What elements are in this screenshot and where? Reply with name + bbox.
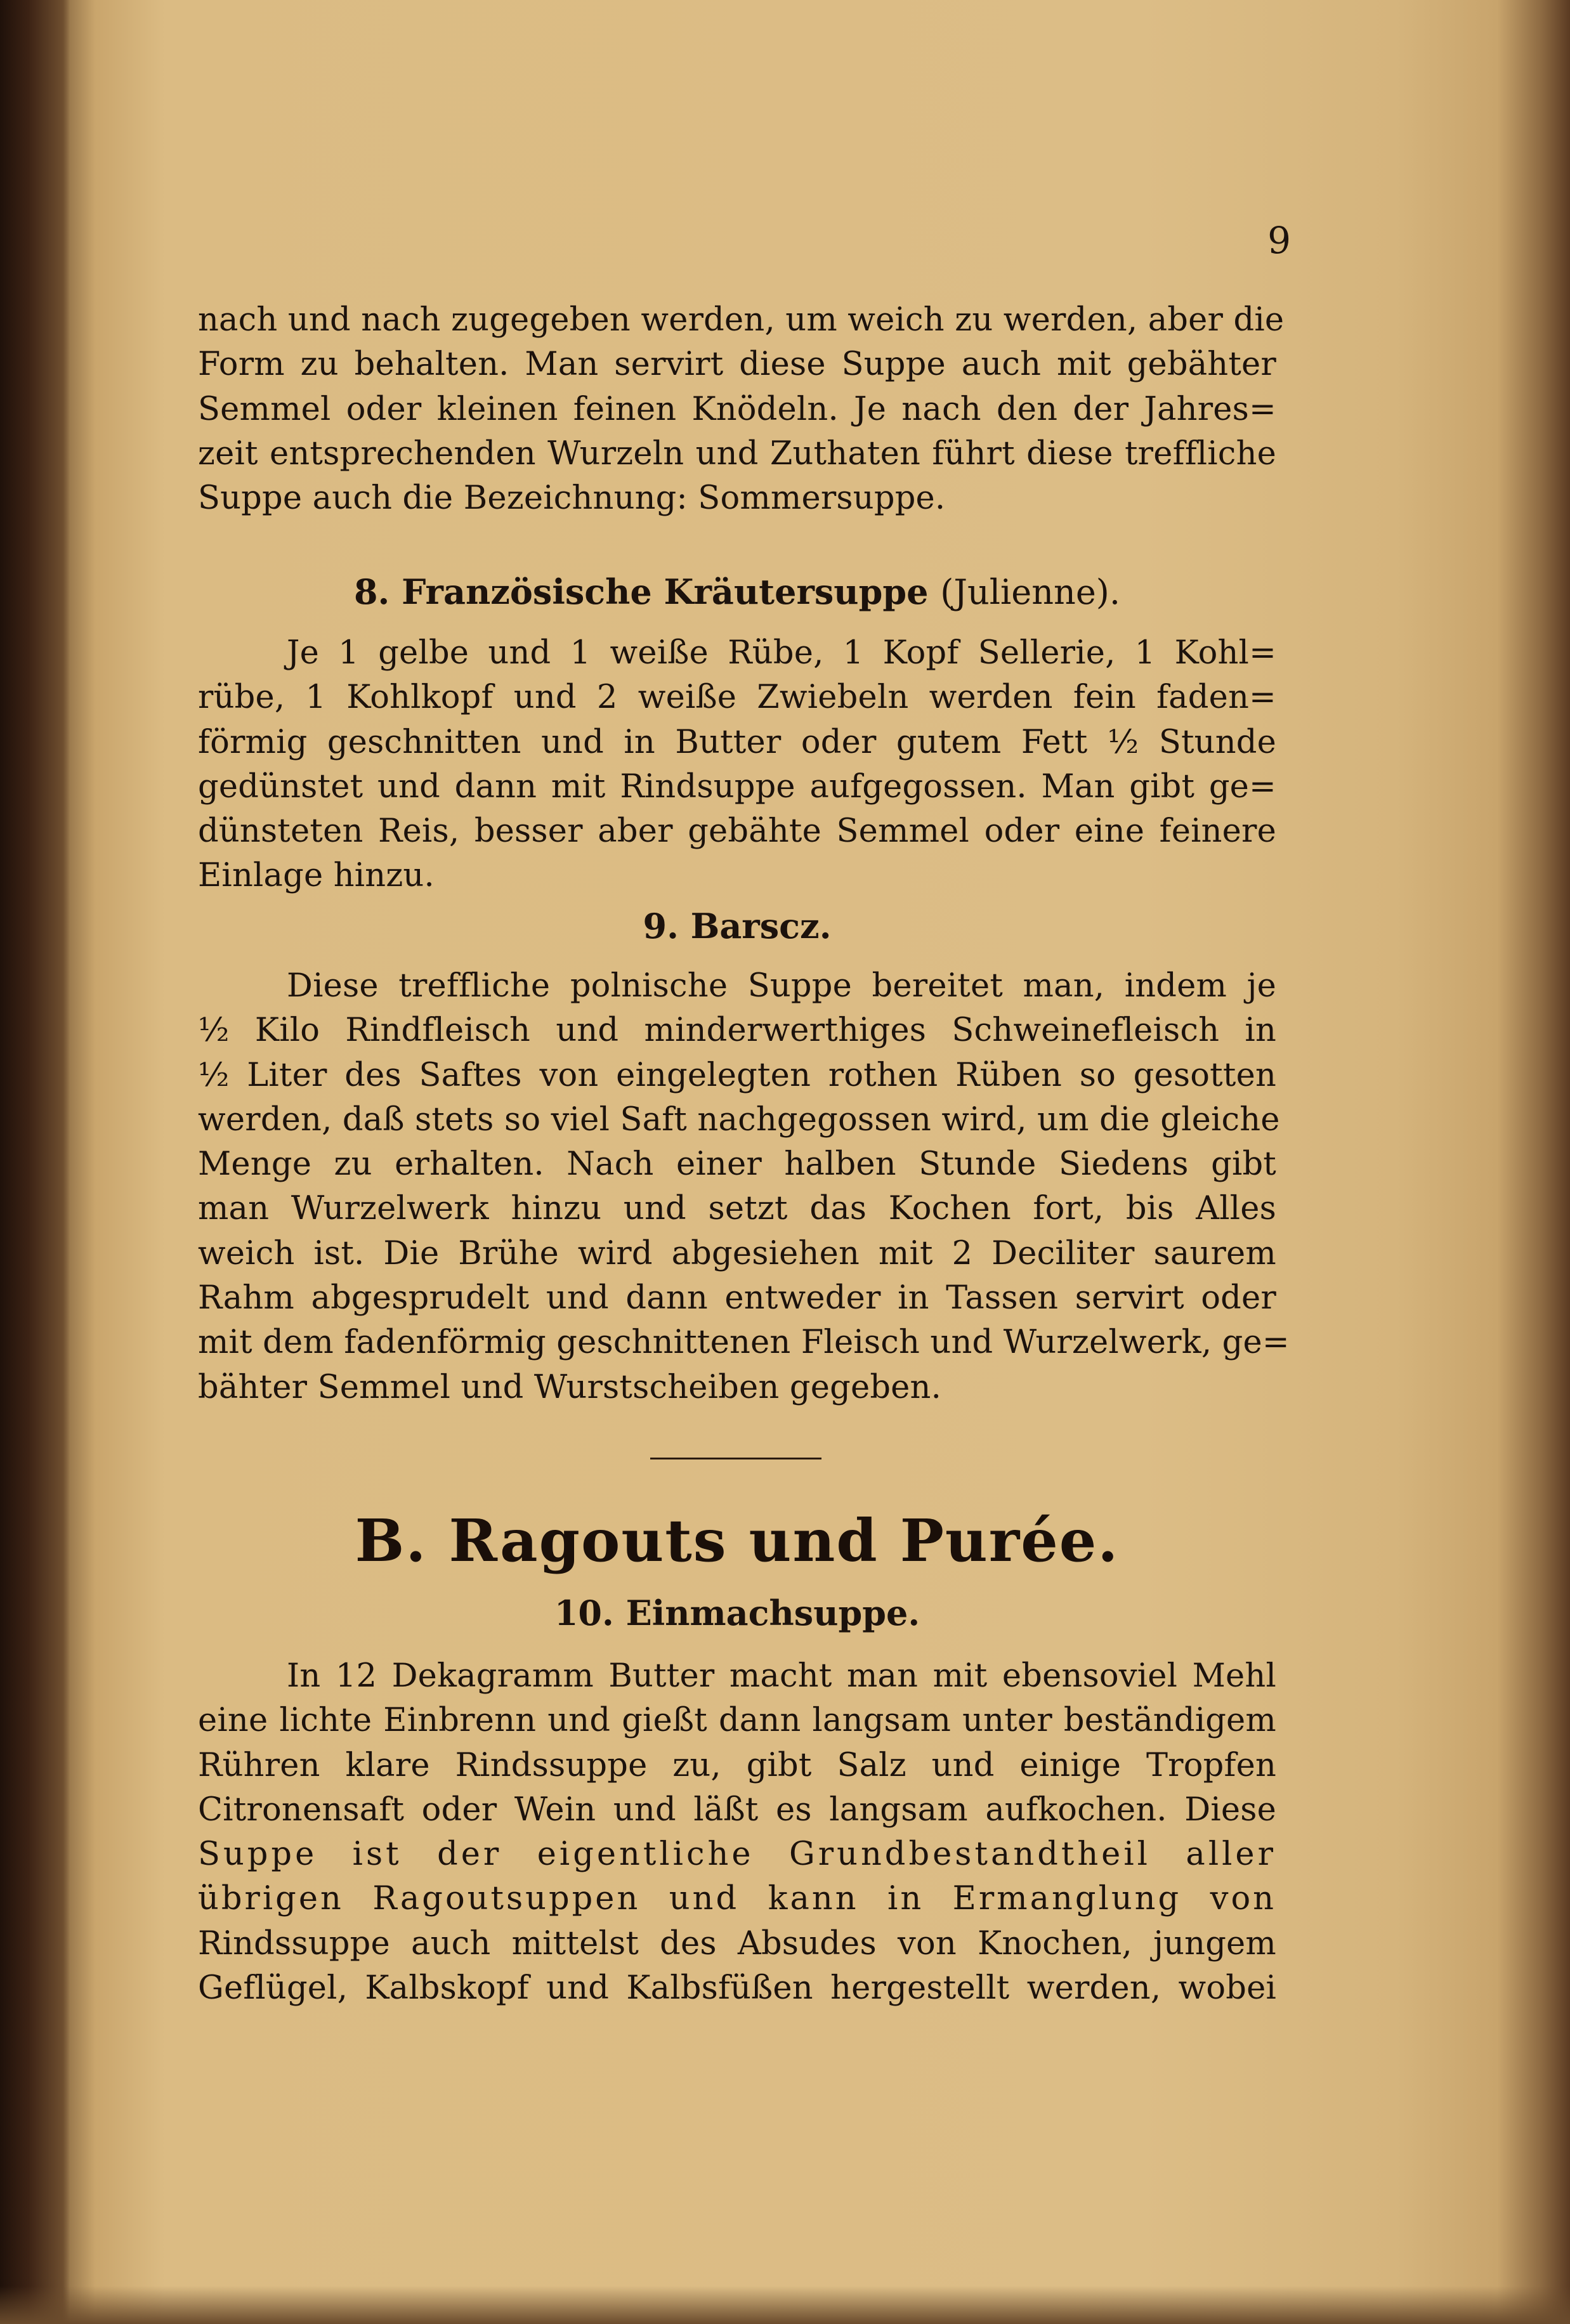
text-line: zeit entsprechenden Wurzeln und Zuthaten führt diese treffliche: [198, 434, 1276, 473]
text-line: übrigen Ragoutsuppen und kann in Ermanglung von: [198, 1880, 1276, 1918]
page-bottom-edge: [0, 2286, 1570, 2324]
text-line: Rindssuppe auch mittelst des Absudes von Knochen, jungem: [198, 1924, 1276, 1962]
section-divider: [650, 1458, 821, 1459]
text-line: mit dem fadenförmig geschnittenen Fleisch und Wurzelwerk, ge=: [198, 1324, 1290, 1362]
recipe-10-heading: [198, 1589, 1276, 1637]
recipe-8-subtitle: (Julienne).: [940, 572, 1121, 612]
text-line: werden, daß stets so viel Saft nachgegossen wird, um die gleiche: [198, 1100, 1280, 1139]
text-line: In 12 Dekagramm Butter macht man mit ebensoviel Mehl: [287, 1657, 1276, 1695]
text-line: nach und nach zugegeben werden, um weich zu werden, aber die: [198, 301, 1285, 339]
paragraph-continuation: [198, 298, 1285, 521]
recipe-10-title: 10. Einmachsuppe.: [554, 1593, 920, 1633]
recipe-8-title: 8. Französische Kräutersuppe: [353, 571, 929, 612]
text-line: Rühren klare Rindssuppe zu, gibt Salz und einige Tropfen: [198, 1746, 1276, 1784]
text-line: man Wurzelwerk hinzu und setzt das Kochen fort, bis Alles: [198, 1190, 1276, 1228]
text-line: Suppe auch die Bezeichnung: Sommersuppe.: [198, 480, 946, 518]
text-line: Citronensaft oder Wein und läßt es langsam aufkochen. Diese: [198, 1791, 1276, 1829]
text-line: bähter Semmel und Wurstscheiben gegeben.: [198, 1368, 942, 1406]
recipe-9-title: 9. Barscz.: [643, 906, 832, 946]
text-line: Form zu behalten. Man servirt diese Suppe auch mit gebähter: [198, 346, 1276, 384]
text-line: Geflügel, Kalbskopf und Kalbsfüßen hergestellt werden, wobei: [198, 1969, 1276, 2007]
text-line: rübe, 1 Kohlkopf und 2 weiße Zwiebeln werden fein faden=: [198, 679, 1276, 717]
text-line: förmig geschnitten und in Butter oder gutem Fett ½ Stunde: [198, 723, 1276, 761]
recipe-9-body: [198, 964, 1290, 1410]
text-line: Je 1 gelbe und 1 weiße Rübe, 1 Kopf Sellerie, 1 Kohl=: [287, 634, 1276, 672]
text-line: Suppe ist der eigentliche Grundbestandtheil aller: [198, 1836, 1276, 1874]
text-line: gedünstet und dann mit Rindsuppe aufgegossen. Man gibt ge=: [198, 767, 1276, 806]
recipe-9-heading: [198, 902, 1276, 950]
text-line: weich ist. Die Brühe wird abgesiehen mit 2 Deciliter saurem: [198, 1234, 1276, 1272]
text-line: dünsteten Reis, besser aber gebähte Semmel oder eine feinere: [198, 813, 1276, 851]
text-line: Semmel oder kleinen feinen Knödeln. Je nach den der Jahres=: [198, 390, 1276, 428]
text-line: ½ Kilo Rindfleisch und minderwerthiges Schweinefleisch in: [198, 1012, 1276, 1050]
text-line: eine lichte Einbrenn und gießt dann langsam unter beständigem: [198, 1702, 1276, 1740]
text-line: Rahm abgesprudelt und dann entweder in Tassen servirt oder: [198, 1279, 1276, 1317]
text-line: Diese treffliche polnische Suppe bereitet man, indem je: [287, 967, 1276, 1005]
recipe-8-heading: [198, 568, 1276, 617]
recipe-8-body: [198, 631, 1276, 899]
text-line: Menge zu erhalten. Nach einer halben Stunde Siedens gibt: [198, 1146, 1276, 1184]
text-line: ½ Liter des Saftes von eingelegten rothen Rüben so gesotten: [198, 1056, 1276, 1094]
section-b-title: B. Ragouts und Purée.: [355, 1506, 1120, 1575]
text-line: Einlage hinzu.: [198, 857, 435, 895]
book-spine-shadow: [0, 0, 70, 2324]
recipe-10-body: [198, 1654, 1276, 2011]
page-number: 9: [1267, 219, 1291, 262]
